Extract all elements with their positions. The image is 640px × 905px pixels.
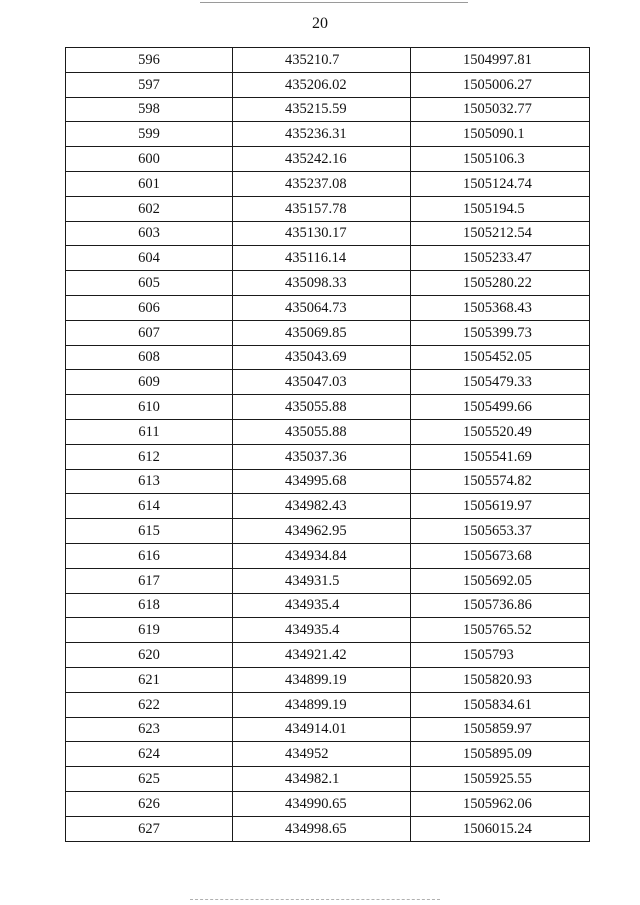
table-row bbox=[66, 419, 590, 444]
x-coordinate-cell: 435098.33 bbox=[233, 271, 411, 296]
table-row bbox=[66, 221, 590, 246]
x-coordinate-cell: 435210.7 bbox=[233, 48, 411, 73]
point-number-cell: 617 bbox=[66, 568, 233, 593]
x-coordinate-cell: 435064.73 bbox=[233, 295, 411, 320]
table-row bbox=[66, 816, 590, 841]
y-coordinate-cell: 1505124.74 bbox=[411, 171, 590, 196]
y-coordinate-cell: 1506015.24 bbox=[411, 816, 590, 841]
table-row bbox=[66, 444, 590, 469]
x-coordinate-cell: 434952 bbox=[233, 742, 411, 767]
x-coordinate-cell: 434935.4 bbox=[233, 593, 411, 618]
y-coordinate-cell: 1505106.3 bbox=[411, 147, 590, 172]
point-number-cell: 612 bbox=[66, 444, 233, 469]
y-coordinate-cell: 1505925.55 bbox=[411, 767, 590, 792]
point-number-cell: 600 bbox=[66, 147, 233, 172]
x-coordinate-cell: 435206.02 bbox=[233, 72, 411, 97]
bottom-rule bbox=[190, 899, 440, 900]
coordinates-table-body bbox=[66, 48, 590, 842]
y-coordinate-cell: 1505962.06 bbox=[411, 791, 590, 816]
y-coordinate-cell: 1505653.37 bbox=[411, 519, 590, 544]
y-coordinate-cell: 1505090.1 bbox=[411, 122, 590, 147]
x-coordinate-cell: 435069.85 bbox=[233, 320, 411, 345]
x-coordinate-cell: 434990.65 bbox=[233, 791, 411, 816]
x-coordinate-cell: 434982.43 bbox=[233, 494, 411, 519]
x-coordinate-cell: 434931.5 bbox=[233, 568, 411, 593]
table-row bbox=[66, 320, 590, 345]
point-number-cell: 618 bbox=[66, 593, 233, 618]
y-coordinate-cell: 1505736.86 bbox=[411, 593, 590, 618]
x-coordinate-cell: 434921.42 bbox=[233, 643, 411, 668]
table-row bbox=[66, 667, 590, 692]
y-coordinate-cell: 1505834.61 bbox=[411, 692, 590, 717]
point-number-cell: 597 bbox=[66, 72, 233, 97]
table-row bbox=[66, 295, 590, 320]
table-row bbox=[66, 519, 590, 544]
point-number-cell: 622 bbox=[66, 692, 233, 717]
x-coordinate-cell: 434914.01 bbox=[233, 717, 411, 742]
y-coordinate-cell: 1505520.49 bbox=[411, 419, 590, 444]
table-row bbox=[66, 48, 590, 73]
y-coordinate-cell: 1505793 bbox=[411, 643, 590, 668]
table-row bbox=[66, 593, 590, 618]
x-coordinate-cell: 435037.36 bbox=[233, 444, 411, 469]
x-coordinate-cell: 435055.88 bbox=[233, 395, 411, 420]
x-coordinate-cell: 435237.08 bbox=[233, 171, 411, 196]
x-coordinate-cell: 435047.03 bbox=[233, 370, 411, 395]
point-number-cell: 626 bbox=[66, 791, 233, 816]
point-number-cell: 614 bbox=[66, 494, 233, 519]
y-coordinate-cell: 1505032.77 bbox=[411, 97, 590, 122]
table-row bbox=[66, 494, 590, 519]
point-number-cell: 611 bbox=[66, 419, 233, 444]
point-number-cell: 608 bbox=[66, 345, 233, 370]
y-coordinate-cell: 1505692.05 bbox=[411, 568, 590, 593]
point-number-cell: 602 bbox=[66, 196, 233, 221]
point-number-cell: 615 bbox=[66, 519, 233, 544]
table-row bbox=[66, 395, 590, 420]
table-row bbox=[66, 643, 590, 668]
coordinates-table bbox=[65, 47, 590, 842]
x-coordinate-cell: 434962.95 bbox=[233, 519, 411, 544]
y-coordinate-cell: 1505859.97 bbox=[411, 717, 590, 742]
table-row bbox=[66, 568, 590, 593]
y-coordinate-cell: 1505673.68 bbox=[411, 543, 590, 568]
point-number-cell: 619 bbox=[66, 618, 233, 643]
point-number-cell: 609 bbox=[66, 370, 233, 395]
table-row bbox=[66, 370, 590, 395]
point-number-cell: 613 bbox=[66, 469, 233, 494]
table-row bbox=[66, 742, 590, 767]
point-number-cell: 610 bbox=[66, 395, 233, 420]
table-row bbox=[66, 171, 590, 196]
x-coordinate-cell: 435242.16 bbox=[233, 147, 411, 172]
table-row bbox=[66, 147, 590, 172]
table-row bbox=[66, 196, 590, 221]
y-coordinate-cell: 1505895.09 bbox=[411, 742, 590, 767]
x-coordinate-cell: 434899.19 bbox=[233, 692, 411, 717]
y-coordinate-cell: 1505479.33 bbox=[411, 370, 590, 395]
y-coordinate-cell: 1505368.43 bbox=[411, 295, 590, 320]
point-number-cell: 603 bbox=[66, 221, 233, 246]
y-coordinate-cell: 1505194.5 bbox=[411, 196, 590, 221]
x-coordinate-cell: 435130.17 bbox=[233, 221, 411, 246]
point-number-cell: 627 bbox=[66, 816, 233, 841]
table-row bbox=[66, 271, 590, 296]
x-coordinate-cell: 435043.69 bbox=[233, 345, 411, 370]
table-row bbox=[66, 692, 590, 717]
table-row bbox=[66, 72, 590, 97]
y-coordinate-cell: 1505452.05 bbox=[411, 345, 590, 370]
y-coordinate-cell: 1505574.82 bbox=[411, 469, 590, 494]
table-row bbox=[66, 469, 590, 494]
x-coordinate-cell: 435116.14 bbox=[233, 246, 411, 271]
point-number-cell: 620 bbox=[66, 643, 233, 668]
y-coordinate-cell: 1505765.52 bbox=[411, 618, 590, 643]
y-coordinate-cell: 1505820.93 bbox=[411, 667, 590, 692]
x-coordinate-cell: 434998.65 bbox=[233, 816, 411, 841]
y-coordinate-cell: 1505006.27 bbox=[411, 72, 590, 97]
table-row bbox=[66, 246, 590, 271]
table-row bbox=[66, 122, 590, 147]
y-coordinate-cell: 1505212.54 bbox=[411, 221, 590, 246]
table-row bbox=[66, 345, 590, 370]
point-number-cell: 623 bbox=[66, 717, 233, 742]
point-number-cell: 607 bbox=[66, 320, 233, 345]
point-number-cell: 596 bbox=[66, 48, 233, 73]
y-coordinate-cell: 1505619.97 bbox=[411, 494, 590, 519]
top-rule bbox=[200, 2, 468, 3]
x-coordinate-cell: 434934.84 bbox=[233, 543, 411, 568]
table-row bbox=[66, 717, 590, 742]
point-number-cell: 625 bbox=[66, 767, 233, 792]
point-number-cell: 616 bbox=[66, 543, 233, 568]
point-number-cell: 606 bbox=[66, 295, 233, 320]
table-row bbox=[66, 618, 590, 643]
point-number-cell: 624 bbox=[66, 742, 233, 767]
x-coordinate-cell: 434995.68 bbox=[233, 469, 411, 494]
point-number-cell: 605 bbox=[66, 271, 233, 296]
point-number-cell: 599 bbox=[66, 122, 233, 147]
x-coordinate-cell: 434899.19 bbox=[233, 667, 411, 692]
point-number-cell: 604 bbox=[66, 246, 233, 271]
page-number: 20 bbox=[312, 15, 328, 32]
point-number-cell: 598 bbox=[66, 97, 233, 122]
y-coordinate-cell: 1504997.81 bbox=[411, 48, 590, 73]
y-coordinate-cell: 1505541.69 bbox=[411, 444, 590, 469]
table-row bbox=[66, 767, 590, 792]
x-coordinate-cell: 435215.59 bbox=[233, 97, 411, 122]
x-coordinate-cell: 434935.4 bbox=[233, 618, 411, 643]
table-row bbox=[66, 791, 590, 816]
point-number-cell: 621 bbox=[66, 667, 233, 692]
point-number-cell: 601 bbox=[66, 171, 233, 196]
x-coordinate-cell: 435157.78 bbox=[233, 196, 411, 221]
table-row bbox=[66, 543, 590, 568]
y-coordinate-cell: 1505233.47 bbox=[411, 246, 590, 271]
x-coordinate-cell: 435236.31 bbox=[233, 122, 411, 147]
x-coordinate-cell: 435055.88 bbox=[233, 419, 411, 444]
table-row bbox=[66, 97, 590, 122]
y-coordinate-cell: 1505499.66 bbox=[411, 395, 590, 420]
y-coordinate-cell: 1505399.73 bbox=[411, 320, 590, 345]
y-coordinate-cell: 1505280.22 bbox=[411, 271, 590, 296]
x-coordinate-cell: 434982.1 bbox=[233, 767, 411, 792]
